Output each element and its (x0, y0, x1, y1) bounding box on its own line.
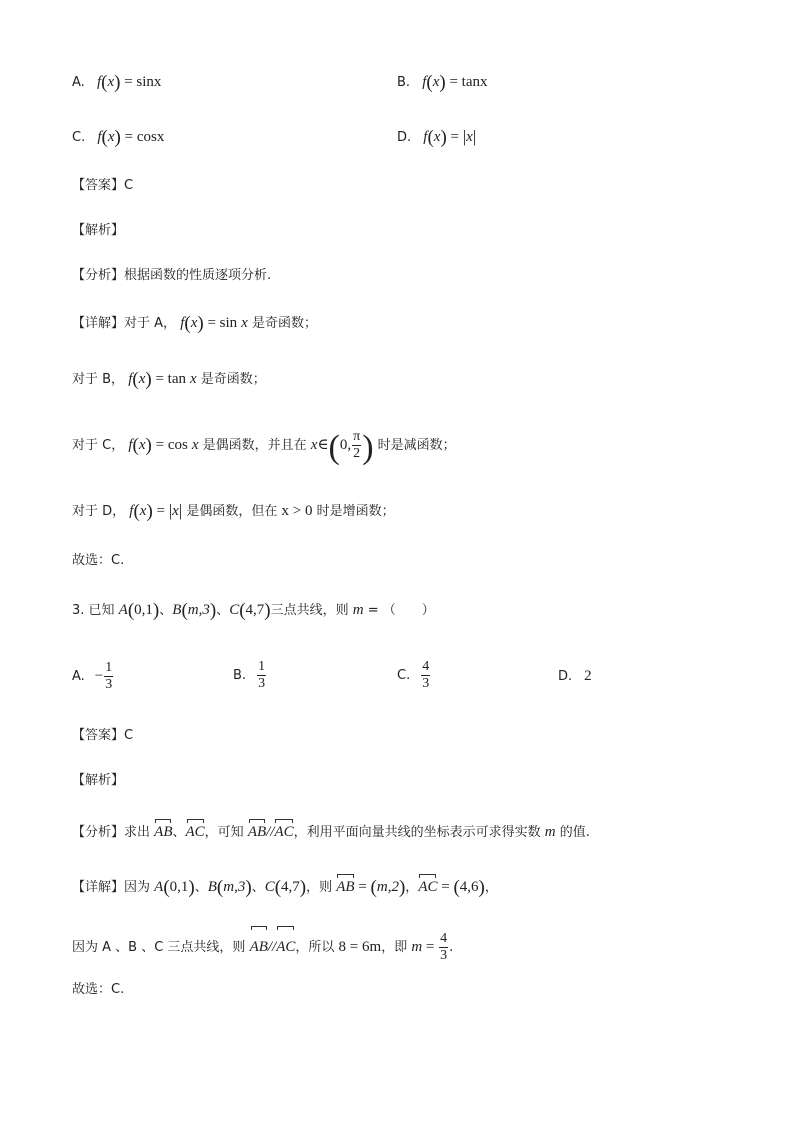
q3-option-a: A. − $\frac{1}{3}$ (72, 660, 113, 692)
q2-detail-b: 对于 B， f(x) = tan x 是奇函数； (72, 369, 266, 390)
answer-tag: 【答案】 (72, 178, 125, 193)
q3-analysis-heading: 【解析】 (72, 773, 125, 788)
q3-stem: 3. 已知 A(0,1)、B(m,3)、C(4,7)三点共线，则 m = （ ） (72, 600, 435, 621)
q2-option-a: A. f(x) = sinx (72, 72, 162, 93)
q2-detail-c: 对于 C， f(x) = cos x 是偶函数，并且在 x∈(0, $\frac{\pi}{2}$ ) 时是减函数； (72, 429, 456, 466)
q2-option-d: D. f(x) = |x| (397, 127, 477, 148)
q2-summary: 【分析】根据函数的性质逐项分析. (72, 268, 272, 283)
q2-answer: 【答案】C (72, 178, 134, 193)
q2-analysis-heading: 【解析】 (72, 223, 125, 238)
q2-option-c: C. f(x) = cosx (72, 127, 165, 148)
q3-detail-1: 【详解】因为 A(0,1)、B(m,3)、C(4,7)，则 AB = (m,2)，AC = (4,6)， (72, 873, 498, 898)
pi-over-two: $\frac{\pi}{2}$ (353, 429, 361, 461)
q3-summary: 【分析】求出 AB、AC，可知 AB//AC，利用平面向量共线的坐标表示可求得实数 m 的值. (72, 818, 590, 843)
q3-detail-2: 因为 A 、B 、C 三点共线，则 AB//AC，所以 8 = 6m，即 m = $\frac{4}{3}$ . (72, 925, 453, 966)
q2-final: 故选：C. (72, 553, 125, 568)
q2-detail-a: 【详解】对于 A， f(x) = sin x 是奇函数； (72, 313, 317, 334)
q2-detail-d: 对于 D， f(x) = |x| 是偶函数，但在 x > 0 时是增函数； (72, 501, 395, 522)
q2-option-b: B. f(x) = tanx (397, 72, 488, 93)
q3-option-d: D. 2 (558, 668, 592, 684)
q3-final: 故选：C. (72, 982, 125, 997)
q3-option-b: B. $\frac{1}{3}$ (233, 659, 266, 691)
q3-option-c: C. $\frac{4}{3}$ (397, 659, 430, 691)
q3-answer: 【答案】C (72, 728, 134, 743)
